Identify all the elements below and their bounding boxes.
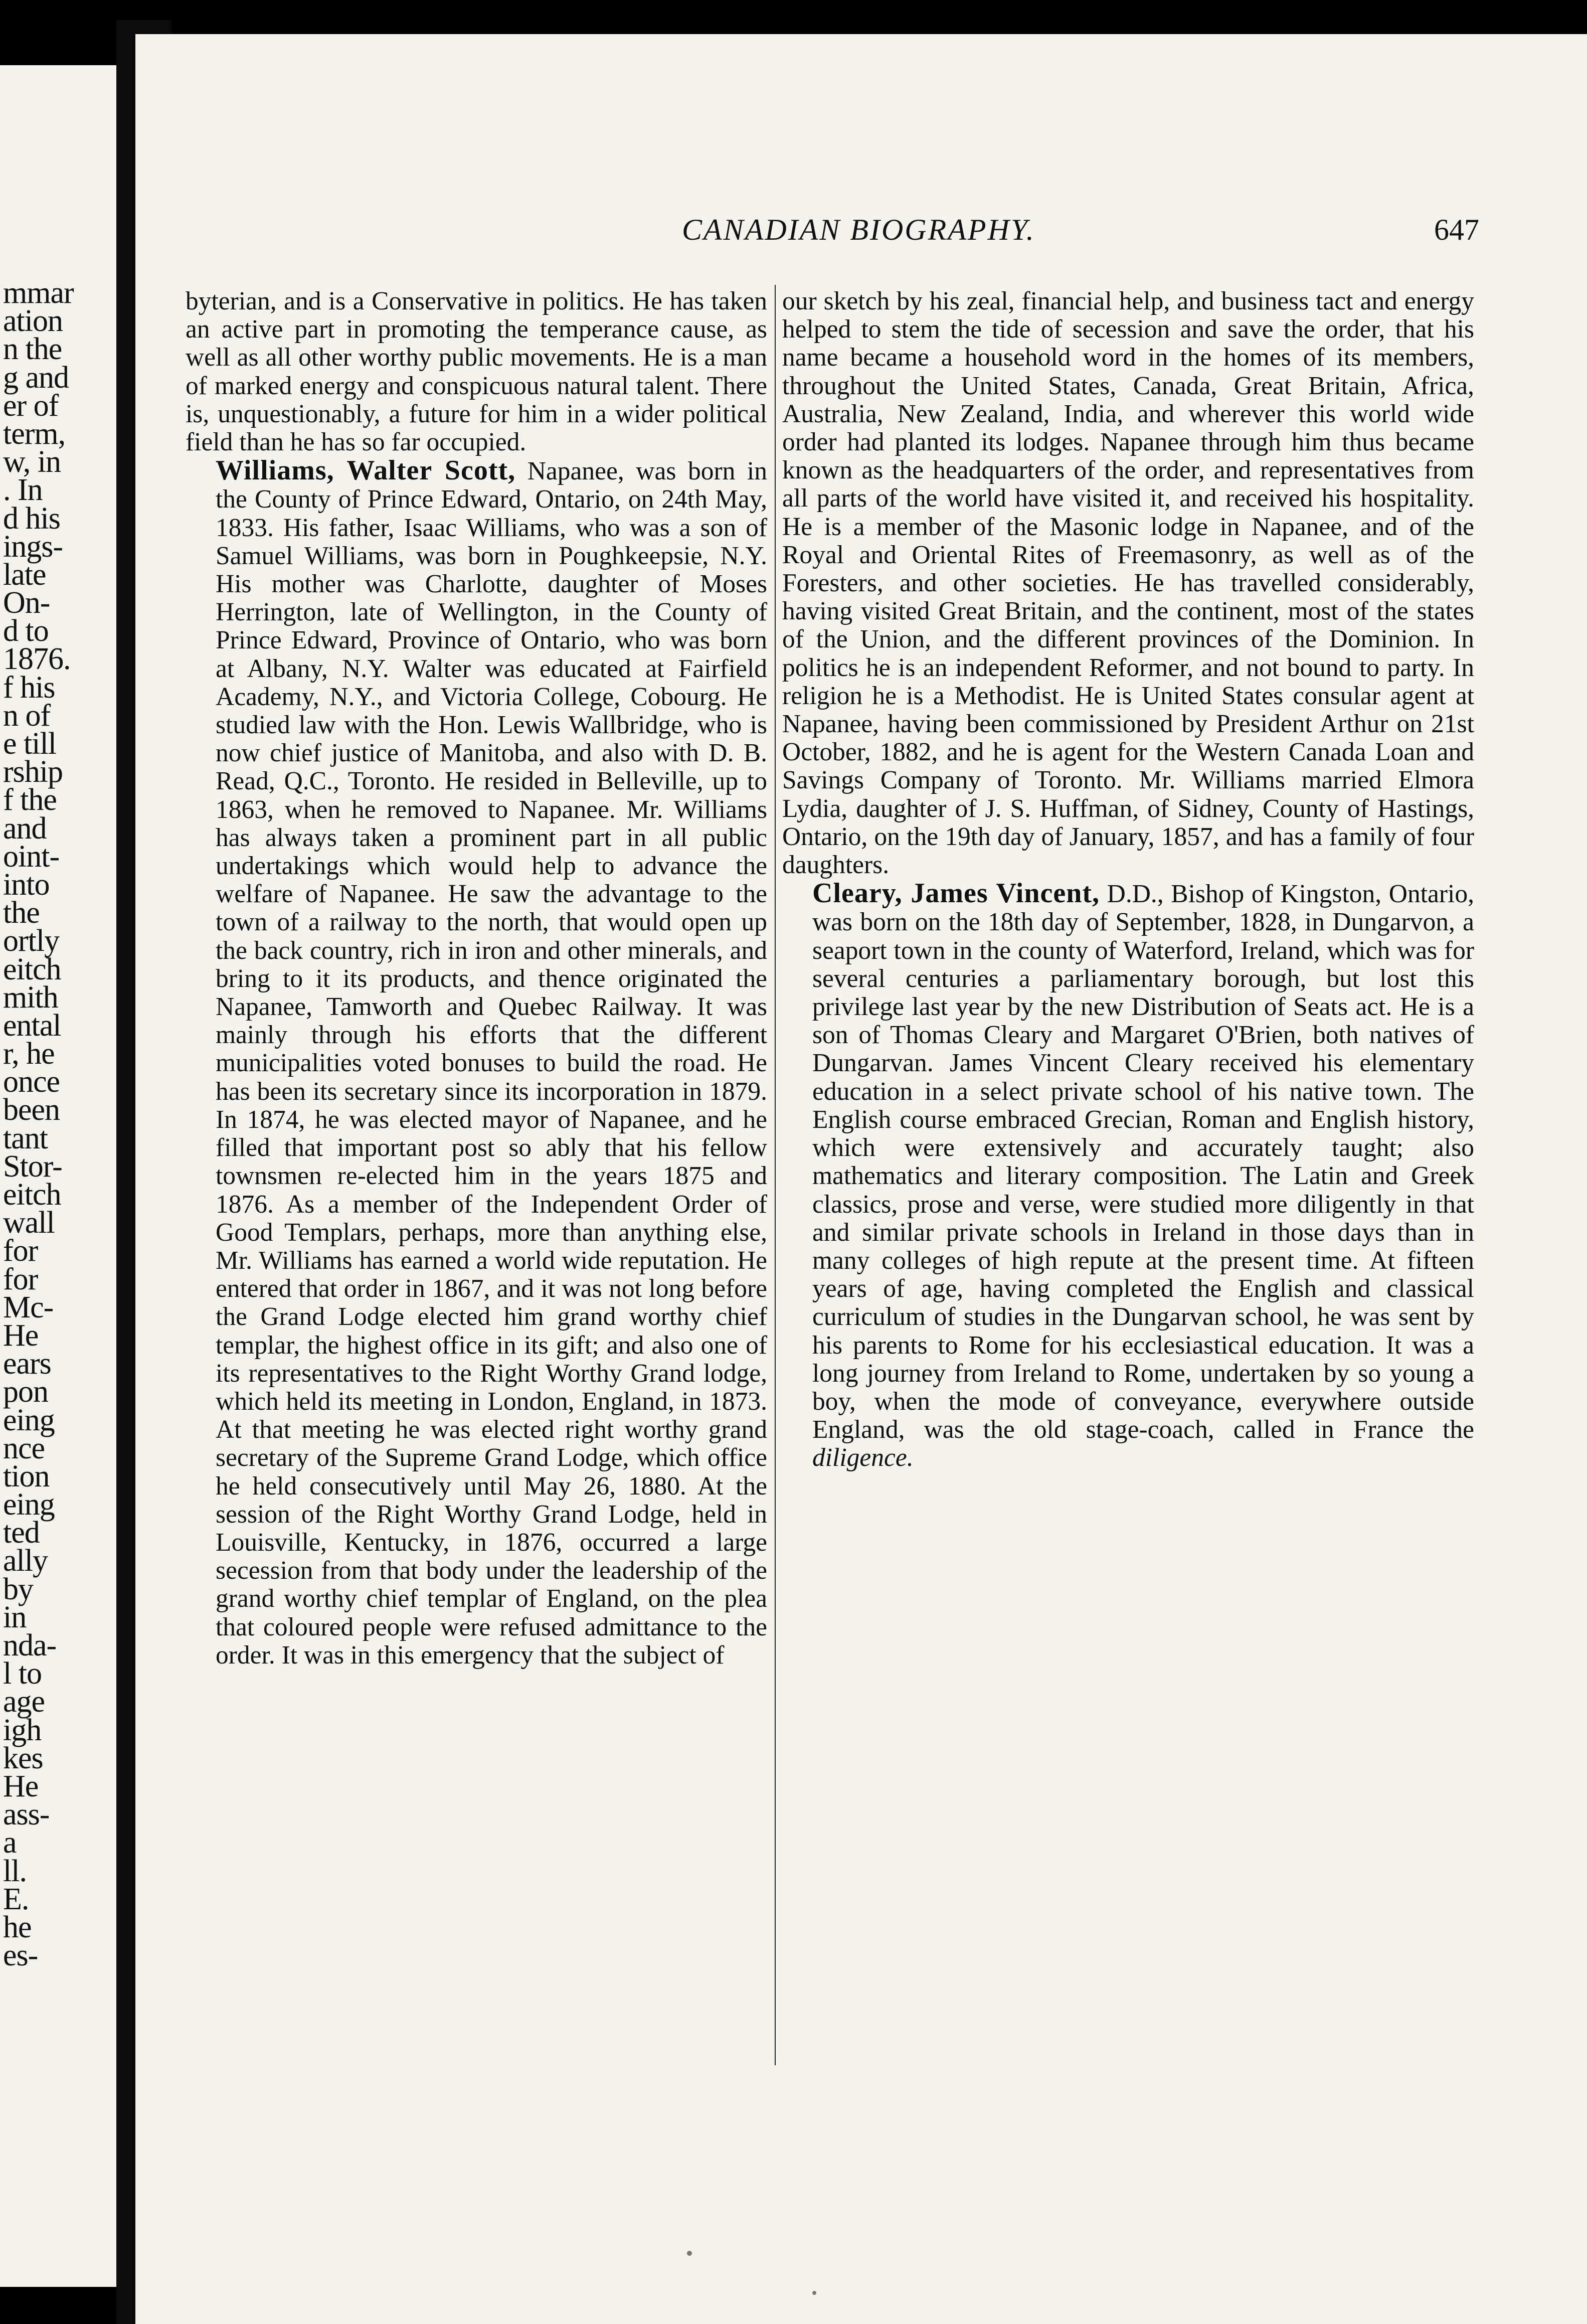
facing-page-line: f his xyxy=(3,670,55,705)
facing-page-line: oint- xyxy=(3,839,60,874)
facing-page-line: been xyxy=(3,1093,60,1127)
facing-page-line: eing xyxy=(3,1403,55,1437)
italic-word: diligence. xyxy=(812,1443,914,1472)
facing-page-line: ally xyxy=(3,1544,48,1578)
continued-paragraph xyxy=(186,287,767,456)
entry-heading: Williams, Walter Scott, xyxy=(216,455,516,486)
facing-page-line: ortly xyxy=(3,924,60,958)
continued-text: byterian, and is a Conservative in politics. He has taken an active part in promoting the temperance cause, as well as all other worthy public movements. He is a man of marked energy and conspicuous natural talent. There is, unquestionably, a future for him in a wider political field than he has so far occupied. xyxy=(186,287,767,457)
facing-page-line: into xyxy=(3,867,50,902)
continued-text: our sketch by his zeal, financial help, and business tact and energy helped to stem the tide of secession and save the order, that his name became a household word in the homes of its members, throughout the United States, Canada, Great Britain, Africa, Australia, New Zealand, India, and wherever this world wide order had planted its lodges. Napanee through him thus became known as the headquarters of the order, and representatives from all parts of the world have visited it, and received his hospitality. He is a member of the Masonic lodge in Napanee, and of the Royal and Oriental Rites of Freemasonry, as well as of the Foresters, and other societies. He has travelled considerably, having visited Great Britain, and the continent, most of the states of the Union, and the different provinces of the Dominion. In politics he is an independent Reformer, and not bound to party. In religion he is a Methodist. He is United States consular agent at Napanee, having been commissioned by President Arthur on 21st October, 1882, and he is agent for the Western Canada Loan and Savings Company of Toronto. Mr. Williams married Elmora Lydia, daughter of J. S. Huffman, of Sidney, County of Hastings, Ontario, on the 19th day of January, 1857, and has a family of four daughters. xyxy=(782,287,1474,880)
facing-page-line: for xyxy=(3,1234,38,1268)
right-column xyxy=(782,287,1474,1472)
facing-page-line: ears xyxy=(3,1347,51,1381)
facing-page-line: tion xyxy=(3,1459,50,1493)
facing-page-line: On- xyxy=(3,586,50,620)
facing-page-line: tant xyxy=(3,1121,48,1155)
facing-page-line: late xyxy=(3,557,46,592)
book-page xyxy=(135,34,1587,2324)
facing-page-line: ted xyxy=(3,1516,40,1550)
facing-page-text xyxy=(0,65,116,1973)
facing-page-line: ll. xyxy=(3,1854,27,1888)
column-divider xyxy=(775,285,776,2065)
facing-page-line: ation xyxy=(3,304,63,339)
entry-heading: Cleary, James Vincent, xyxy=(812,878,1100,909)
facing-page-line: the xyxy=(3,896,40,930)
print-speck xyxy=(812,2291,816,2295)
facing-page-line: n of xyxy=(3,698,51,733)
facing-page-line: 1876. xyxy=(3,642,71,677)
facing-page-line: l to xyxy=(3,1656,42,1691)
facing-page-line: He xyxy=(3,1318,39,1353)
facing-page-line: wall xyxy=(3,1206,55,1240)
facing-page-line: kes xyxy=(3,1741,43,1775)
facing-page-line: eitch xyxy=(3,952,61,986)
facing-page-line: age xyxy=(3,1685,45,1719)
facing-page-line: nce xyxy=(3,1431,45,1465)
facing-page-line: mith xyxy=(3,980,58,1015)
left-column xyxy=(186,287,767,1670)
facing-page-line: in xyxy=(3,1600,27,1634)
facing-page-line: eitch xyxy=(3,1178,61,1212)
print-speck xyxy=(687,2251,692,2256)
entry-body: D.D., Bishop of Kingston, Ontario, was born on the 18th day of September, 1828, in Dungarvon, a seaport town in the county of Waterford, Ireland, which was for several centuries a parliamentary borough, but lost this privilege last year by the new Distribution of Seats act. He is a son of Thomas Cleary and Margaret O'Brien, both natives of Dungarvan. James Vincent Cleary received his elementary education in a select private school of his native town. The English course embraced Grecian, Roman and English history, which were extensively and accurately taught; also mathematics and literary composition. The Latin and Greek classics, prose and verse, were studied more diligently in that and similar private schools in Ireland in those days than in many colleges of high repute at the present time. At fifteen years of age, having completed the English and classical curriculum of studies in the Dungarvan school, he was sent by his parents to Rome for his ecclesiastical education. It was a long journey from Ireland to Rome, undertaken by so young a boy, when the mode of conveyance, everywhere outside England, was the old stage-coach, called in France the xyxy=(812,880,1474,1444)
facing-page-line: ass- xyxy=(3,1797,50,1832)
facing-page-line: once xyxy=(3,1065,60,1099)
page-header xyxy=(682,213,1479,253)
facing-page-line: eing xyxy=(3,1487,55,1522)
facing-page-line: er of xyxy=(3,388,59,423)
facing-page-line: ings- xyxy=(3,529,63,564)
facing-page-line: pon xyxy=(3,1375,48,1409)
facing-page-line: Mc- xyxy=(3,1290,54,1324)
facing-page-line: he xyxy=(3,1910,32,1944)
facing-page-line: E. xyxy=(3,1882,29,1916)
facing-page-fragment xyxy=(0,65,116,2287)
running-title: CANADIAN BIOGRAPHY. xyxy=(682,213,1035,246)
facing-page-line: ental xyxy=(3,1008,61,1043)
facing-page-line: Stor- xyxy=(3,1149,62,1184)
page-number: 647 xyxy=(1434,213,1479,246)
facing-page-line: es- xyxy=(3,1938,38,1973)
facing-page-line: and xyxy=(3,811,47,846)
continued-paragraph xyxy=(782,287,1474,879)
facing-page-line: w, in xyxy=(3,445,61,479)
facing-page-line: n the xyxy=(3,332,62,367)
facing-page-line: mmar xyxy=(3,276,74,310)
facing-page-line: rship xyxy=(3,755,63,789)
facing-page-line: r, he xyxy=(3,1037,55,1071)
facing-page-line: a xyxy=(3,1825,17,1860)
facing-page-line: igh xyxy=(3,1713,42,1747)
facing-page-line: He xyxy=(3,1769,39,1803)
entry-cleary xyxy=(782,879,1474,1472)
facing-page-line: nda- xyxy=(3,1628,57,1663)
entry-body: Napanee, was born in the County of Prince Edward, Ontario, on 24th May, 1833. His father, Isaac Williams, who was a son of Samuel Williams, was born in Poughkeepsie, N.Y. His mother was Charlotte, daughter of Moses Herrington, late of Wellington, in the County of Prince Edward, Province of Ontario, who was born at Albany, N.Y. Walter was educated at Fairfield Academy, N.Y., and Victoria College, Cobourg. He studied law with the Hon. Lewis Wallbridge, who is now chief justice of Manitoba, and also with D. B. Read, Q.C., Toronto. He resided in Belleville, up to 1863, when he removed to Napanee. Mr. Williams has always taken a prominent part in all public undertakings which would help to advance the welfare of Napanee. He saw the advantage to the town of a railway to the north, that would open up the back country, rich in iron and other minerals, and bring to it its products, and thence originated the Napanee, Tamworth and Quebec Railway. It was mainly through his efforts that the different municipalities voted bonuses to build the road. He has been its secretary since its incorporation in 1879. In 1874, he was elected mayor of Napanee, and he filled that important post so ably that his fellow townsmen re-elected him in the years 1875 and 1876. As a member of the Independent Order of Good Templars, perhaps, more than anything else, Mr. Williams has earned a world wide reputation. He entered that order in 1867, and it was not long before the Grand Lodge elected him grand worthy chief templar, the highest office in its gift; and also one of its representatives to the Right Worthy Grand lodge, which held its meeting in London, England, in 1873. At that meeting he was elected right worthy grand secretary of the Supreme Grand Lodge, which office he held consecutively until May 26, 1880. At the session of the Right Worthy Grand Lodge, held in Louisville, Kentucky, in 1876, occurred a large secession from that body under the leadership of the grand worthy chief templar of England, on the plea that coloured people were refused admittance to the order. It was in this emergency that the subject of xyxy=(216,457,767,1670)
facing-page-line: for xyxy=(3,1262,38,1296)
facing-page-line: d to xyxy=(3,614,49,648)
facing-page-line: f the xyxy=(3,783,57,817)
entry-williams xyxy=(186,456,767,1670)
facing-page-line: term, xyxy=(3,416,66,451)
facing-page-line: by xyxy=(3,1572,33,1606)
facing-page-line: . In xyxy=(3,473,43,508)
facing-page-line: g and xyxy=(3,360,69,395)
facing-page-line: d his xyxy=(3,501,60,536)
facing-page-line: e till xyxy=(3,727,56,761)
